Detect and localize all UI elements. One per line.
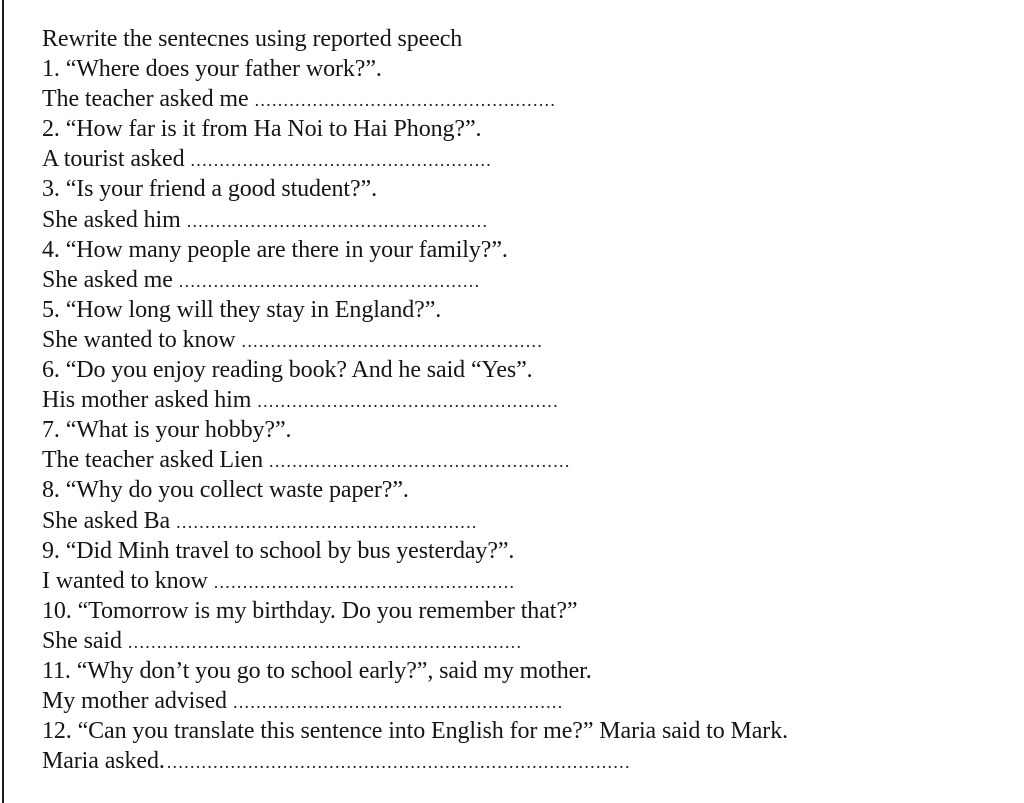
question-1: 1. “Where does your father work?”. [42, 56, 382, 83]
answer-line-11 [42, 686, 1002, 716]
question-2: 2. “How far is it from Ha Noi to Hai Phong?”. [42, 116, 482, 143]
answer-blank-3: .................................................... [186, 210, 489, 231]
answer-prompt-7: The teacher asked Lien [42, 447, 264, 474]
answer-line-8 [42, 506, 1002, 536]
answer-prompt-11: My mother advised [42, 688, 227, 715]
answer-prompt-1: The teacher asked me [42, 86, 249, 113]
worksheet-content [42, 24, 1002, 776]
answer-blank-12: ................................................................................ [166, 752, 631, 773]
question-12: 12. “Can you translate this sentence into English for me?” Maria said to Mark. [42, 718, 788, 745]
question-9: 9. “Did Minh travel to school by bus yesterday?”. [42, 537, 515, 564]
answer-prompt-5: She wanted to know [42, 326, 236, 353]
answer-prompt-8: She asked Ba [42, 507, 171, 534]
answer-line-6 [42, 385, 1002, 415]
answer-line-12 [42, 746, 1002, 776]
answer-line-5 [42, 325, 1002, 355]
answer-blank-6: .................................................... [257, 391, 559, 412]
answer-prompt-4: She asked me [42, 266, 173, 293]
answer-blank-5: .................................................... [241, 330, 544, 351]
question-6: 6. “Do you enjoy reading book? And he said “Yes”. [42, 357, 533, 384]
answer-line-4 [42, 265, 1002, 295]
answer-line-3 [42, 205, 1002, 235]
answer-line-10 [42, 626, 1002, 656]
question-7: 7. “What is your hobby?”. [42, 417, 292, 444]
answer-prompt-6: His mother asked him [42, 387, 252, 414]
question-8: 8. “Why do you collect waste paper?”. [42, 477, 409, 504]
answer-blank-4: .................................................... [178, 270, 481, 291]
answer-blank-7: .................................................... [269, 451, 571, 472]
answer-prompt-10: She said [42, 627, 122, 654]
left-border [2, 0, 4, 803]
answer-prompt-9: I wanted to know [42, 567, 208, 594]
answer-blank-10: .................................................................... [127, 631, 523, 652]
answer-prompt-12: Maria asked. [42, 748, 165, 775]
answer-line-2 [42, 144, 1002, 174]
question-11: 11. “Why don’t you go to school early?”, said my mother. [42, 657, 592, 684]
question-5: 5. “How long will they stay in England?”. [42, 296, 442, 323]
answer-blank-2: .................................................... [190, 150, 493, 171]
answer-line-7 [42, 445, 1002, 475]
answer-prompt-2: A tourist asked [42, 146, 185, 173]
answer-line-9 [42, 566, 1002, 596]
worksheet-title: Rewrite the sentecnes using reported speech [42, 26, 463, 52]
answer-blank-1: .................................................... [254, 90, 557, 111]
question-4: 4. “How many people are there in your family?”. [42, 236, 508, 263]
question-10: 10. “Tomorrow is my birthday. Do you remember that?” [42, 597, 578, 624]
answer-prompt-3: She asked him [42, 206, 181, 233]
question-3: 3. “Is your friend a good student?”. [42, 176, 377, 203]
answer-line-1 [42, 84, 1002, 114]
answer-blank-11: ......................................................... [232, 692, 564, 713]
answer-blank-9: .................................................... [213, 571, 516, 592]
answer-blank-8: .................................................... [176, 511, 478, 532]
